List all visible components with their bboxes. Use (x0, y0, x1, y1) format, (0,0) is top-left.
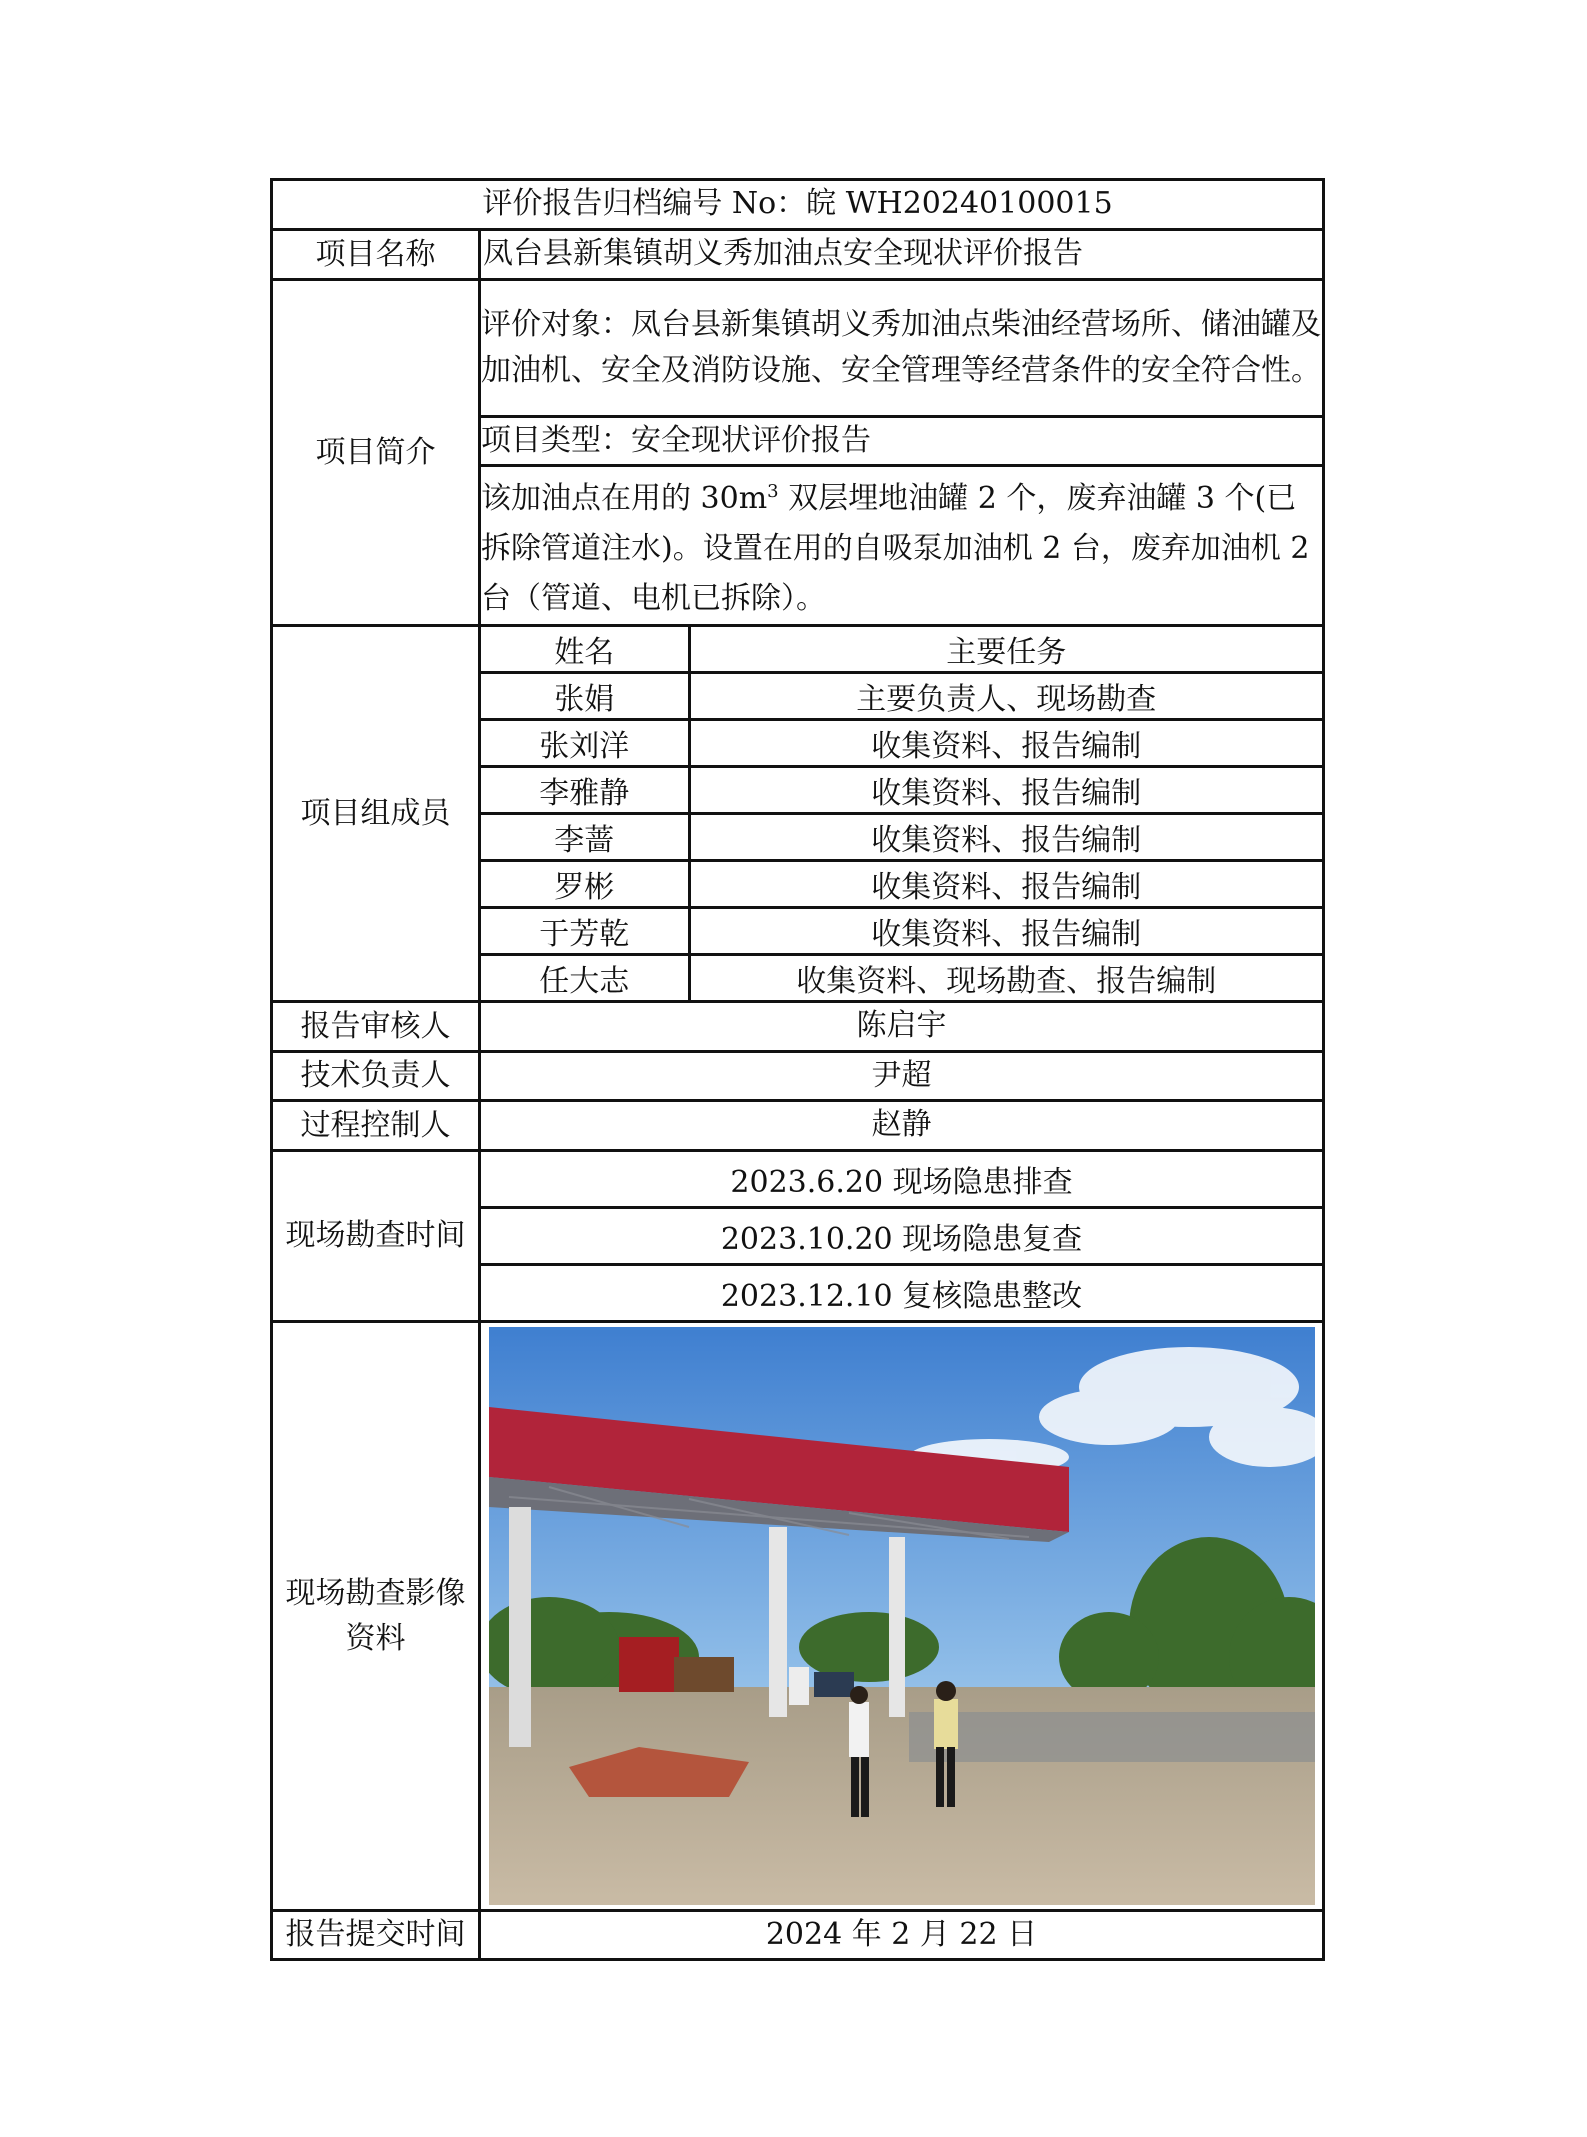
submit-time-label: 报告提交时间 (272, 1910, 480, 1960)
member-task: 收集资料、报告编制 (689, 908, 1322, 955)
reviewer-value: 陈启宇 (480, 1002, 1324, 1052)
member-task: 收集资料、报告编制 (689, 767, 1322, 814)
inspection-item: 2023.6.20 现场隐患排查 (481, 1152, 1322, 1208)
member-name: 张刘洋 (481, 720, 689, 767)
project-type: 项目类型：安全现状评价报告 (480, 417, 1324, 466)
table-row (481, 720, 1322, 767)
member-name: 于芳乾 (481, 908, 689, 955)
inspection-item: 2023.10.20 现场隐患复查 (481, 1207, 1322, 1264)
member-name: 李蔷 (481, 814, 689, 861)
controller-value: 赵静 (480, 1101, 1324, 1151)
table-row (481, 814, 1322, 861)
members-header-row (481, 627, 1322, 673)
evaluation-object: 评价对象：凤台县新集镇胡义秀加油点柴油经营场所、储油罐及加油机、安全及消防设施、安全管理等经营条件的安全符合性。 (480, 280, 1324, 417)
table-row (481, 1152, 1322, 1208)
table-row (481, 1264, 1322, 1320)
intro-label: 项目简介 (272, 280, 480, 626)
report-table (270, 178, 1325, 1961)
table-row (481, 767, 1322, 814)
members-header-task: 主要任务 (689, 627, 1322, 673)
member-task: 收集资料、现场勘查、报告编制 (796, 964, 1217, 999)
photo-label-line-2: 资料 (345, 1620, 406, 1656)
table-row (481, 673, 1322, 720)
inspection-item: 2023.12.10 复核隐患整改 (720, 1278, 1083, 1314)
controller-label: 过程控制人 (272, 1101, 480, 1151)
photo-label-line-1: 现场勘查影像 (285, 1575, 466, 1611)
table-row (481, 955, 1322, 1001)
members-label: 项目组成员 (272, 626, 480, 1002)
project-description (480, 466, 1324, 626)
project-name-value: 凤台县新集镇胡义秀加油点安全现状评价报告 (480, 230, 1324, 280)
member-name: 罗彬 (481, 861, 689, 908)
desc-part-b: 双层埋地油罐 2 个，废弃油罐 3 个(已拆除管道注水)。设置在用的自吸泵加油机 2 台，废弃加油机 2 台（管道、电机已拆除）。 (481, 481, 1310, 616)
desc-superscript: 3 (767, 481, 779, 502)
table-row (481, 861, 1322, 908)
table-row (481, 1207, 1322, 1264)
members-header-name: 姓名 (481, 627, 689, 673)
site-inspection-photo (489, 1327, 1315, 1905)
reviewer-label: 报告审核人 (272, 1002, 480, 1052)
photo-label (272, 1321, 480, 1910)
inspection-time-cell (480, 1150, 1324, 1321)
table-row (481, 908, 1322, 955)
project-name-label: 项目名称 (272, 230, 480, 280)
member-name: 李雅静 (481, 767, 689, 814)
tech-lead-value: 尹超 (480, 1051, 1324, 1101)
member-name: 任大志 (481, 955, 689, 1001)
member-task: 收集资料、报告编制 (689, 861, 1322, 908)
member-name: 张娟 (481, 673, 689, 720)
desc-part-a: 该加油点在用的 30m (481, 481, 768, 516)
photo-cell (480, 1321, 1324, 1910)
archive-number: 评价报告归档编号 No：皖 WH20240100015 (272, 180, 1324, 230)
members-cell (480, 626, 1324, 1002)
member-task: 收集资料、报告编制 (689, 720, 1322, 767)
inspection-table (481, 1152, 1322, 1320)
member-task: 主要负责人、现场勘查 (689, 673, 1322, 720)
submit-time-value: 2024 年 2 月 22 日 (480, 1910, 1324, 1960)
report-sheet (270, 178, 1322, 1961)
inspection-time-label: 现场勘查时间 (272, 1150, 480, 1321)
member-task: 收集资料、报告编制 (689, 814, 1322, 861)
members-table (481, 627, 1322, 1000)
tech-lead-label: 技术负责人 (272, 1051, 480, 1101)
